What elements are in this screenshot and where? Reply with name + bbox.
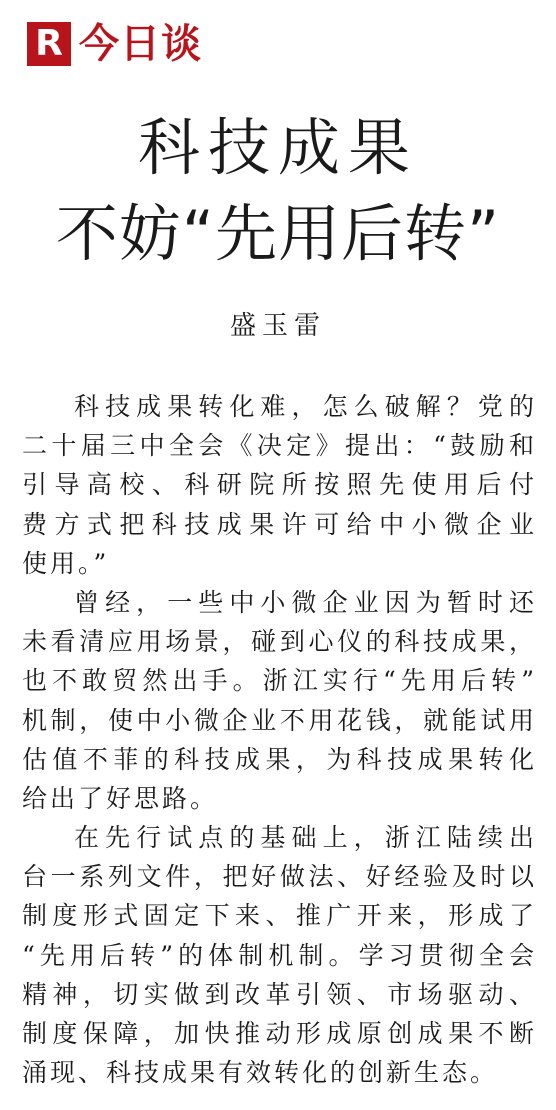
column-name: 今日谈 [79, 21, 202, 67]
body-line: 在先行试点的基础上，浙江陆续出 [74, 823, 534, 853]
body-line: 台一系列文件，把好做法、好经验及时以 [22, 862, 534, 892]
body-line: 也不敢贸然出手。浙江实行“先用后转” [22, 666, 534, 696]
article-body [22, 387, 534, 1092]
body-line: 制度形式固定下来、推广开来，形成了 [22, 901, 534, 931]
body-line: 曾经，一些中小微企业因为暂时还 [74, 587, 534, 617]
headline-line-1: 科技成果 [137, 111, 418, 184]
body-line: “先用后转”的体制机制。学习贯彻全会 [22, 940, 534, 970]
body-line: 制度保障，加快推动形成原创成果不断 [22, 1019, 534, 1048]
body-line: 科技成果转化难，怎么破解？党的 [74, 392, 534, 421]
author-byline: 盛玉雷 [229, 311, 326, 341]
headline-line-2: 不妨“先用后转” [55, 197, 501, 270]
body-line: 费方式把科技成果许可给中小微企业 [22, 509, 534, 539]
body-line: 使用。” [22, 548, 110, 578]
body-line: 二十届三中全会《决定》提出：“鼓励和 [22, 431, 534, 461]
body-line: 未看清应用场景，碰到心仪的科技成果， [22, 627, 534, 657]
body-line: 机制，使中小微企业不用花钱，就能试用 [22, 705, 534, 735]
body-line: 精神，切实做到改革引领、市场驱动、 [22, 979, 534, 1009]
body-line: 估值不菲的科技成果，为科技成果转化 [22, 744, 534, 774]
body-line: 给出了好思路。 [22, 783, 219, 813]
body-line: 引导高校、科研院所按照先使用后付 [22, 470, 534, 500]
body-line: 涌现、科技成果有效转化的创新生态。 [22, 1058, 499, 1088]
column-tag [27, 21, 202, 67]
column-badge-r: R [27, 22, 71, 66]
